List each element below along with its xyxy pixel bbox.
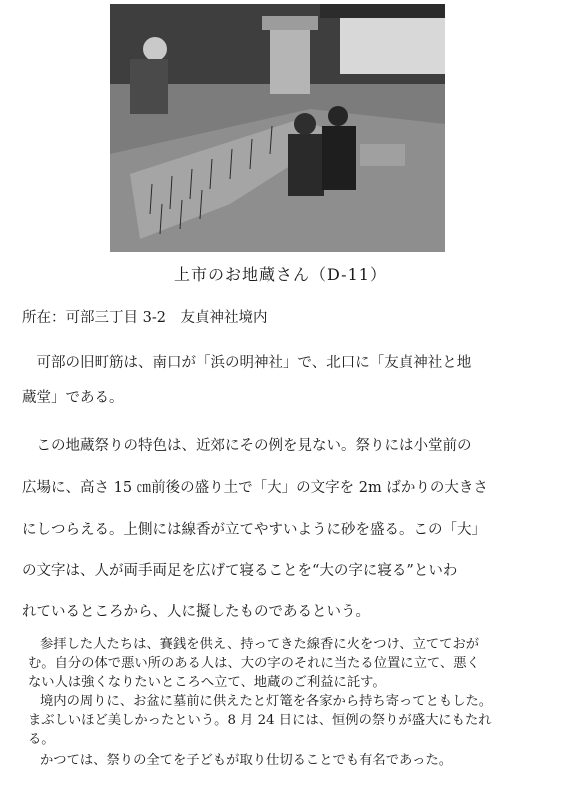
paragraph3-line3: ない人は強くなりたいところへ立て、地蔵のご利益に託す。 — [28, 675, 386, 690]
photo-caption: 上市のお地蔵さん（D-11） — [174, 265, 387, 284]
location-line: 所在：可部三丁目 3-2 友貞神社境内 — [22, 310, 268, 326]
paragraph2-line3: にしつらえる。上側には線香が立てやすいように砂を盛る。この「大」 — [22, 522, 486, 538]
paragraph3-line5: まぶしいほど美しかったという。8 月 24 日には、恒例の祭りが盛大にもたれ — [28, 713, 492, 728]
paragraph3-line7: かつては、祭りの全てを子どもが取り仕切ることでも有名であった。 — [40, 753, 453, 768]
paragraph3-line6: る。 — [28, 732, 55, 747]
jizo-festival-photo — [110, 4, 445, 252]
paragraph3-line2: む。自分の体で悪い所のある人は、大の字のそれに当たる位置に立て、悪く — [28, 656, 480, 671]
paragraph1-line2: 蔵堂」である。 — [22, 390, 124, 406]
paragraph2-line4: の文字は、人が両手両足を広げて寝ることを“大の字に寝る”といわ — [22, 563, 458, 579]
paragraph2-line1: この地蔵祭りの特色は、近郊にその例を見ない。祭りには小堂前の — [22, 438, 472, 454]
paragraph2-line5: れているところから、人に擬したものであるという。 — [22, 604, 370, 620]
paragraph2-line2: 広場に、高さ 15 ㎝前後の盛り土で「大」の文字を 2m ばかりの大きさ — [22, 480, 488, 496]
photo-illustration — [110, 4, 445, 252]
paragraph3-line1: 参拝した人たちは、賽銭を供え、持ってきた線香に火をつけ、立てておが — [40, 637, 480, 652]
paragraph3-line4: 境内の周りに、お盆に墓前に供えたと灯篭を各家から持ち寄ってともした。 — [40, 694, 493, 709]
paragraph1-line1: 可部の旧町筋は、南口が「浜の明神社」で、北口に「友貞神社と地 — [22, 355, 472, 371]
